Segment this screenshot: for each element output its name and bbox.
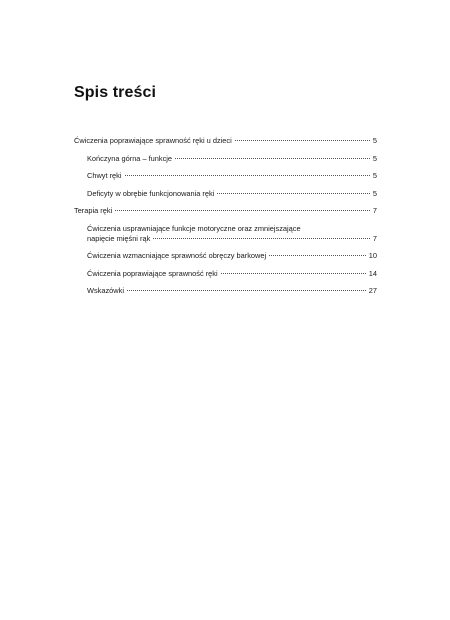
toc-entry bbox=[74, 171, 377, 181]
toc-entry-label: Ćwiczenia poprawiające sprawność ręki u dzieci bbox=[74, 136, 232, 145]
toc-entry-label-line2: napięcie mięśni rąk bbox=[87, 233, 151, 243]
toc-entry bbox=[74, 224, 377, 244]
dot-leader bbox=[125, 175, 370, 176]
toc-page-number: 7 bbox=[372, 233, 377, 243]
toc-entry-label: Chwyt ręki bbox=[87, 171, 122, 180]
toc-entry-label: Deficyty w obrębie funkcjonowania ręki bbox=[87, 188, 215, 198]
dot-leader bbox=[153, 238, 370, 239]
toc-page-number: 5 bbox=[372, 136, 377, 145]
toc-entry bbox=[74, 206, 377, 216]
toc-entry-label: Terapia ręki bbox=[74, 206, 113, 215]
toc-page-number: 7 bbox=[372, 206, 377, 215]
toc-entry bbox=[74, 269, 377, 279]
dot-leader bbox=[115, 210, 370, 211]
toc-page-number: 14 bbox=[368, 268, 377, 278]
dot-leader bbox=[217, 193, 370, 194]
toc-entry bbox=[74, 251, 377, 261]
table-of-contents bbox=[74, 136, 377, 304]
toc-entry-label-line1: Ćwiczenia usprawniające funkcje motoryczne oraz zmniejszające bbox=[87, 223, 301, 233]
toc-page-number: 5 bbox=[372, 153, 377, 163]
toc-entry bbox=[74, 286, 377, 296]
toc-entry-label: Wskazówki bbox=[87, 286, 124, 295]
toc-page-number: 27 bbox=[368, 286, 377, 295]
toc-entry-label: Ćwiczenia wzmacniające sprawność obręczy barkowej bbox=[87, 251, 267, 260]
toc-page-number: 5 bbox=[372, 188, 377, 198]
dot-leader bbox=[269, 255, 366, 256]
toc-entry bbox=[74, 154, 377, 164]
toc-entry-label: Kończyna górna – funkcje bbox=[87, 153, 173, 163]
dot-leader bbox=[221, 273, 366, 274]
dot-leader bbox=[127, 290, 366, 291]
toc-page-number: 10 bbox=[368, 251, 377, 260]
toc-entry-label: Ćwiczenia poprawiające sprawność ręki bbox=[87, 268, 218, 278]
toc-entry bbox=[74, 189, 377, 199]
page-title: Spis treści bbox=[74, 84, 157, 101]
dot-leader bbox=[235, 140, 370, 141]
toc-page-number: 5 bbox=[372, 171, 377, 180]
toc-entry bbox=[74, 136, 377, 146]
dot-leader bbox=[175, 158, 370, 159]
